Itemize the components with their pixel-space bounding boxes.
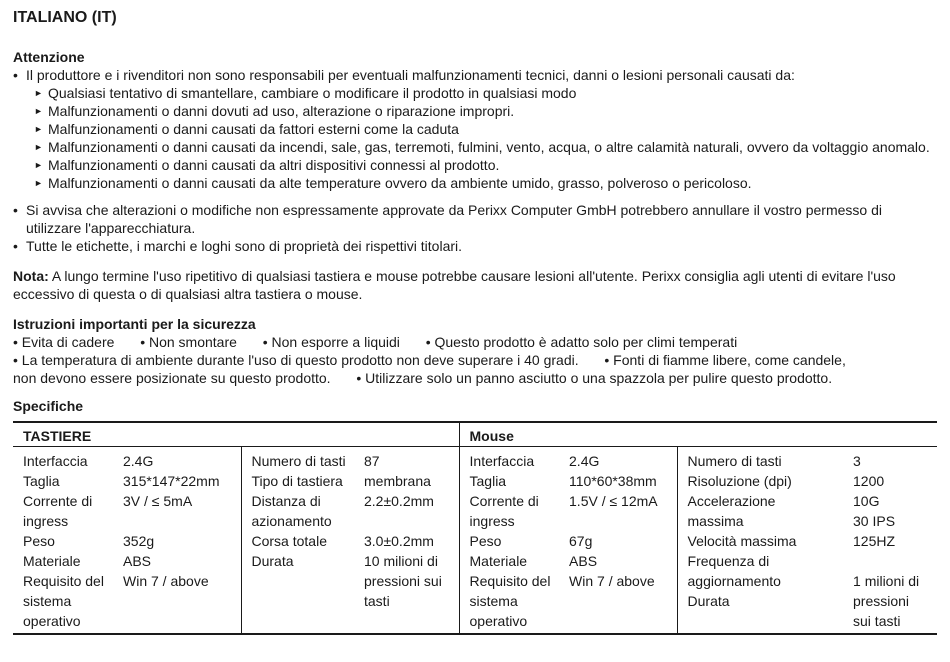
note-paragraph [13, 267, 938, 303]
safety-row-3 [13, 369, 938, 387]
safety-item: • Evita di cadere [13, 334, 115, 350]
spec-key: Durata [687, 593, 730, 609]
spec-value: 3 [853, 453, 861, 469]
attention-bullets [13, 66, 938, 255]
spec-value: membrana [364, 473, 431, 489]
attention-bullet-1 [13, 66, 938, 192]
safety-row-2 [13, 351, 938, 369]
safety-item: non devono essere posizionate su questo prodotto. [13, 370, 331, 386]
attention-sub-item [34, 174, 938, 192]
safety-item: • Non smontare [140, 334, 237, 350]
spec-key: Numero di tasti [687, 453, 782, 469]
specs-table [13, 421, 937, 635]
kb-left-keys [13, 447, 113, 635]
triangle-bullet-icon: ► [34, 124, 43, 134]
spec-key: Peso [469, 533, 502, 549]
attention-sub-text: Malfunzionamenti o danni dovuti ad uso, alterazione o riparazione impropri. [48, 103, 515, 119]
spec-value: 1 milioni di pressioni sui tasti [853, 573, 920, 629]
attention-sub-text: Malfunzionamenti o danni causati da incendi, sale, gas, terremoti, fulmini, vento, acqua, o altre calamità naturali, ovvero da voltaggio anomalo. [48, 139, 930, 155]
spec-value: 1200 [853, 473, 885, 489]
attention-bullet-3-text: Tutte le etichette, i marchi e loghi sono di proprietà dei rispettivi titolari. [26, 238, 463, 254]
spec-key: Requisito del sistema operativo [23, 573, 104, 629]
attention-heading: Attenzione [13, 49, 85, 65]
bullet-dot-icon: • [13, 202, 18, 218]
spec-value: 87 [364, 453, 380, 469]
spec-value: 2.4G [123, 453, 154, 469]
attention-sub-item [34, 138, 938, 156]
spec-key: Requisito del sistema operativo [469, 573, 551, 629]
note-text: A lungo termine l'uso ripetitivo di qualsiasi tastiera e mouse potrebbe causare lesioni all'utente. Perixx consiglia agli utenti di evitare l'uso eccessivo di questa o di qualsiasi altra tastiera o mouse. [13, 268, 896, 302]
spec-key: Corrente di ingress [23, 493, 93, 529]
spec-key: Durata [251, 553, 294, 569]
spec-key: Peso [23, 533, 55, 549]
spec-key: Tipo di tastiera [251, 473, 343, 489]
note-label: Nota: [13, 268, 49, 284]
safety-item: • Utilizzare solo un panno asciutto o una spazzola per pulire questo prodotto. [356, 370, 833, 386]
triangle-bullet-icon: ► [34, 88, 43, 98]
attention-bullet-1-text: Il produttore e i rivenditori non sono responsabili per eventuali malfunzionamenti tecnici, danni o lesioni personali causati da: [26, 67, 795, 83]
attention-bullet-2-text: Si avvisa che alterazioni o modifiche non espressamente approvate da Perixx Computer GmbH potrebbero annullare il vostro permesso di utilizzare l'apparecchiatura. [26, 202, 882, 236]
spec-value: 1.5V / ≤ 12mA [569, 493, 658, 509]
mouse-right-values [843, 447, 937, 635]
spec-value: Win 7 / above [123, 573, 209, 589]
spec-key: Accelerazione massima [687, 493, 776, 529]
spec-key: Materiale [23, 553, 81, 569]
attention-sub-text: Malfunzionamenti o danni causati da alte temperature ovvero da ambiente umido, grasso, polveroso o pericoloso. [48, 175, 752, 191]
spec-value: 3V / ≤ 5mA [123, 493, 193, 509]
spec-key: Taglia [469, 473, 507, 489]
spec-value: 2.2±0.2mm [364, 493, 434, 509]
spec-key: Materiale [469, 553, 528, 569]
safety-item: • Fonti di fiamme libere, come candele, [604, 352, 846, 368]
safety-row-1 [13, 333, 938, 351]
spec-value: ABS [123, 553, 152, 569]
safety-item: • La temperatura di ambiente durante l'uso di questo prodotto non deve superare i 40 gradi. [13, 352, 579, 368]
spec-value: 30 IPS [853, 513, 896, 529]
safety-item: • Questo prodotto è adatto solo per climi temperati [425, 334, 738, 350]
triangle-bullet-icon: ► [34, 106, 43, 116]
spec-key: Corrente di ingress [469, 493, 539, 529]
spec-key: Distanza di azionamento [251, 493, 332, 529]
triangle-bullet-icon: ► [34, 160, 43, 170]
kb-left-values [113, 447, 241, 635]
safety-heading: Istruzioni importanti per la sicurezza [13, 316, 256, 332]
spec-value: 10 milioni di pressioni sui tasti [364, 553, 442, 609]
attention-sub-item [34, 156, 938, 174]
kb-right-values [354, 447, 459, 635]
attention-sub-list [34, 84, 938, 192]
spec-key: Velocità massima [687, 533, 797, 549]
attention-sub-text: Qualsiasi tentativo di smantellare, cambiare o modificare il prodotto in qualsiasi modo [48, 85, 577, 101]
attention-section [13, 48, 938, 255]
attention-bullet-2 [13, 201, 938, 237]
bullet-dot-icon: • [13, 67, 18, 83]
safety-item: • Non esporre a liquidi [262, 334, 400, 350]
attention-sub-text: Malfunzionamenti o danni causati da altri dispositivi connessi al prodotto. [48, 157, 500, 173]
keyboard-header: TASTIERE [13, 422, 459, 447]
mouse-left-values [559, 447, 677, 635]
spec-key: Interfaccia [23, 453, 88, 469]
attention-sub-item [34, 102, 938, 120]
spec-value: 110*60*38mm [569, 473, 657, 489]
attention-sub-item [34, 120, 938, 138]
kb-right-keys [241, 447, 354, 635]
spec-value: 10G [853, 493, 880, 509]
spec-key: Risoluzione (dpi) [687, 473, 792, 489]
spec-key: Interfaccia [469, 453, 535, 469]
table-row [13, 447, 937, 635]
spec-value: 352g [123, 533, 155, 549]
triangle-bullet-icon: ► [34, 178, 43, 188]
spec-value: ABS [569, 553, 598, 569]
spec-value: 2.4G [569, 453, 600, 469]
page-title: ITALIANO (IT) [13, 9, 117, 26]
mouse-left-keys [459, 447, 559, 635]
attention-sub-text: Malfunzionamenti o danni causati da fattori esterni come la caduta [48, 121, 459, 137]
attention-sub-item [34, 84, 938, 102]
mouse-header: Mouse [459, 422, 937, 447]
safety-section [13, 315, 938, 387]
spec-value: 125HZ [853, 533, 896, 549]
spec-key: Corsa totale [251, 533, 327, 549]
spec-value: 315*147*22mm [123, 473, 220, 489]
mouse-right-keys [677, 447, 843, 635]
bullet-dot-icon: • [13, 238, 18, 254]
attention-bullet-3 [13, 237, 938, 255]
spec-value: 67g [569, 533, 593, 549]
spec-value: 3.0±0.2mm [364, 533, 434, 549]
specs-heading: Specifiche [13, 398, 84, 414]
spec-key: Taglia [23, 473, 60, 489]
spec-key: Numero di tasti [251, 453, 346, 469]
triangle-bullet-icon: ► [34, 142, 43, 152]
spec-value: Win 7 / above [569, 573, 655, 589]
spec-key: Frequenza di aggiornamento [687, 553, 781, 589]
